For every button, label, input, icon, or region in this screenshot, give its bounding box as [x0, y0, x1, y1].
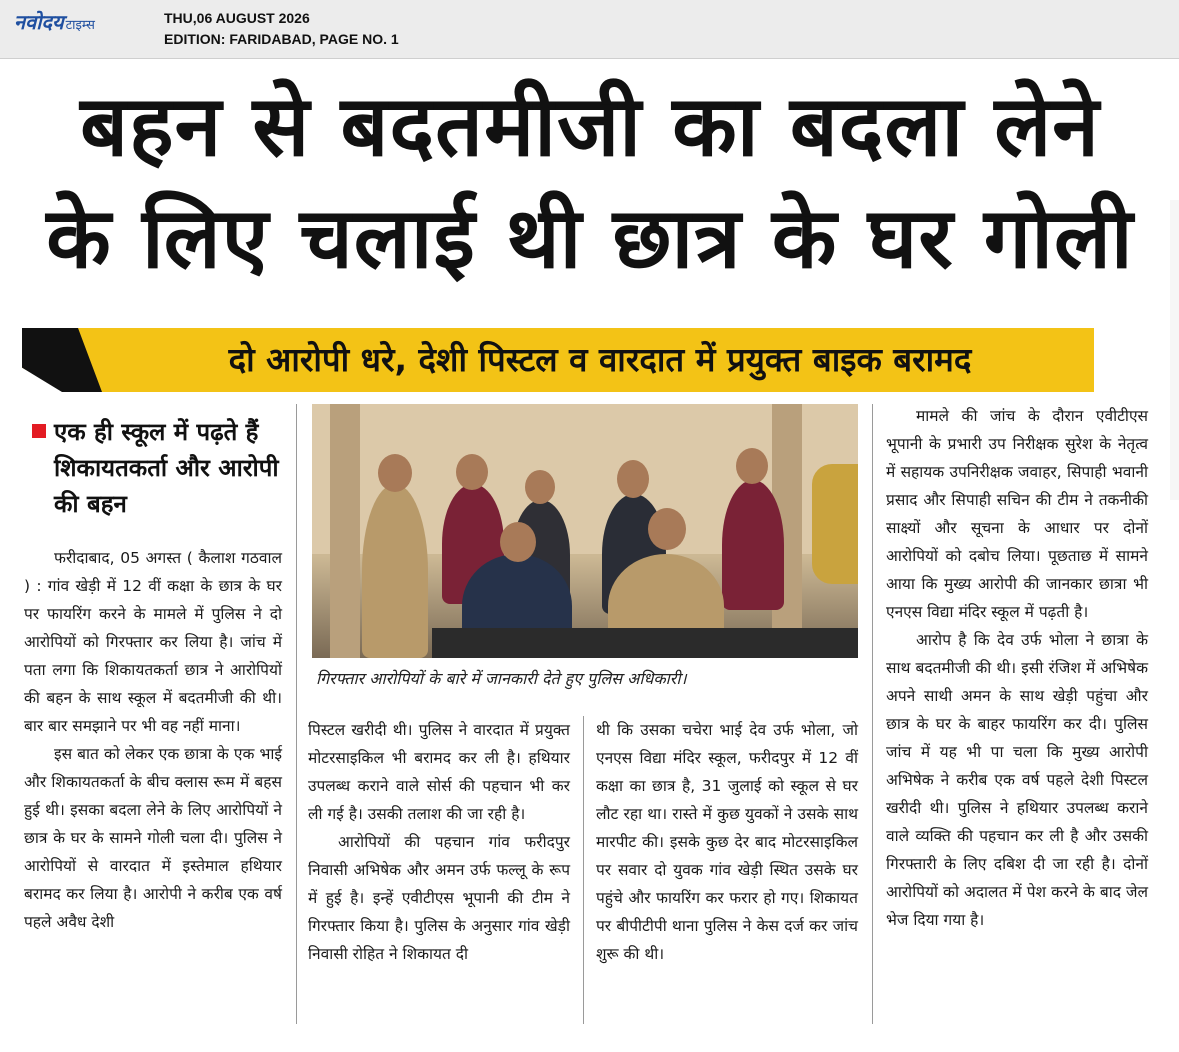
- press-conference-photo: [312, 404, 858, 658]
- subheadline: दो आरोपी धरे, देशी पिस्टल व वारदात में प्रयुक्त बाइक बरामद: [228, 340, 972, 379]
- logo-sub-text: टाइम्स: [65, 18, 95, 33]
- masthead-bar: [0, 0, 1179, 59]
- logo-main-text: नवोदय: [14, 10, 64, 34]
- photo-person-head: [500, 522, 536, 562]
- issue-date: THU,06 AUGUST 2026: [164, 10, 310, 26]
- photo-curtain: [330, 404, 360, 658]
- photo-person: [362, 484, 428, 658]
- photo-caption: गिरफ्तार आरोपियों के बारे में जानकारी देते हुए पुलिस अधिकारी।: [316, 669, 687, 688]
- photo-person-head: [378, 454, 412, 492]
- column-divider: [872, 404, 873, 1024]
- column-divider: [583, 716, 584, 1024]
- photo-person-head: [648, 508, 686, 550]
- article-column-2: [308, 716, 570, 968]
- paragraph: फरीदाबाद, 05 अगस्त ( कैलाश गठवाल ) : गांव खेड़ी में 12 वीं कक्षा के छात्र के घर पर फायरिंग करने के मामले में पुलिस ने दो आरोपियों को गिरफ्तार कर लिया है। जांच में पता लगा कि शिकायतकर्ता छात्र ने आरोपियों की बहन के साथ स्कूल में बदतमीजी की थी। बार बार समझाने पर भी वह नहीं माना।: [24, 549, 282, 735]
- headline: [20, 70, 1160, 294]
- edition-info: [164, 8, 399, 50]
- article-column-3: [596, 716, 858, 968]
- red-square-icon: [32, 424, 46, 438]
- paragraph: आरोप है कि देव उर्फ भोला ने छात्रा के साथ बदतमीजी की थी। इसी रंजिश में अभिषेक अपने साथी अमन के साथ खेड़ी पहुंचा और छात्र के घर के बाहर फायरिंग कर दी। पुलिस जांच में यह भी पा चला कि मुख्य आरोपी अभिषेक ने करीब एक वर्ष पहले देशी पिस्टल खरीदी थी। पुलिस ने हथियार उपलब्ध कराने वाले व्यक्ति की पहचान कर ली है और उसकी गिरफ्तारी के लिए दबिश दी जा रही है। दोनों आरोपियों को अदालत में पेश करने के बाद जेल भेज दिया गया है।: [886, 631, 1148, 929]
- column-divider: [296, 404, 297, 1024]
- photo-person-head: [525, 470, 555, 504]
- photo-person-head: [617, 460, 649, 498]
- headline-line-2: के लिए चलाई थी छात्र के घर गोली: [46, 189, 1134, 287]
- paragraph: इस बात को लेकर एक छात्रा के एक भाई और शिकायतकर्ता के बीच क्लास रूम में बहस हुई थी। इसका बदला लेने के लिए आरोपियों ने छात्र के घर के सामने गोली चला दी। पुलिस ने आरोपियों से वारदात में इस्तेमाल हथियार बरामद कर लिया है। आरोपी ने करीब एक वर्ष पहले अवैध देशी: [24, 745, 282, 931]
- paragraph: पिस्टल खरीदी थी। पुलिस ने वारदात में प्रयुक्त मोटरसाइकिल भी बरामद कर ली है। हथियार उपलब्ध कराने वाले सोर्स की पहचान भी कर ली गई है। उसकी तलाश की जा रही है।: [308, 721, 570, 823]
- paragraph: मामले की जांच के दौरान एवीटीएस भूपानी के प्रभारी उप निरीक्षक सुरेश के नेतृत्व में सहायक उपनिरीक्षक जवाहर, सिपाही भवानी प्रसाद और सिपाही सचिन की टीम ने तकनीकी साक्ष्यों और सूचना के आधार पर दोनों आरोपियों को दबोच लिया। पूछताछ में सामने आया कि मुख्य आरोपी की जानकार छात्रा भी एनएस विद्या मंदिर स्कूल में पढ़ती है।: [886, 407, 1148, 621]
- photo-person-head: [736, 448, 768, 484]
- police-flag-emblem: [812, 464, 858, 584]
- newspaper-logo[interactable]: [14, 8, 95, 34]
- article-column-4: [886, 402, 1148, 934]
- adjacent-column-edge: [1170, 200, 1179, 500]
- article-column-1: [24, 544, 282, 936]
- headline-line-1: बहन से बदतमीजी का बदला लेने: [80, 77, 1100, 175]
- photo-person-head: [456, 454, 488, 490]
- paragraph: थी कि उसका चचेरा भाई देव उर्फ भोला, जो एनएस विद्या मंदिर स्कूल, फरीदपुर में 12 वीं कक्षा का छात्र है, 31 जुलाई को स्कूल से घर लौट रहा था। रास्ते में कुछ युवकों ने उसके साथ मारपीट की। इसके कुछ देर बाद मोटरसाइकिल पर सवार दो युवक गांव खेड़ी स्थित उसके घर पहुंचे और फायरिंग कर फरार हो गए। शिकायत पर बीपीटीपी थाना पुलिस ने केस दर्ज कर जांच शुरू की थी।: [596, 721, 858, 963]
- edition-page: EDITION: FARIDABAD, PAGE NO. 1: [164, 31, 399, 47]
- paragraph: आरोपियों की पहचान गांव फरीदपुर निवासी अभिषेक और अमन उर्फ फल्लू के रूप में हुई है। इन्हें एवीटीएस भूपानी की टीम ने गिरफ्तार किया है। पुलिस के अनुसार गांव खेड़ी निवासी रोहित ने शिकायत दी: [308, 833, 570, 963]
- kicker-text: एक ही स्कूल में पढ़ते हैं शिकायतकर्ता और आरोपी की बहन: [54, 418, 279, 518]
- photo-table-microphones: [432, 628, 858, 658]
- photo-person: [722, 480, 784, 610]
